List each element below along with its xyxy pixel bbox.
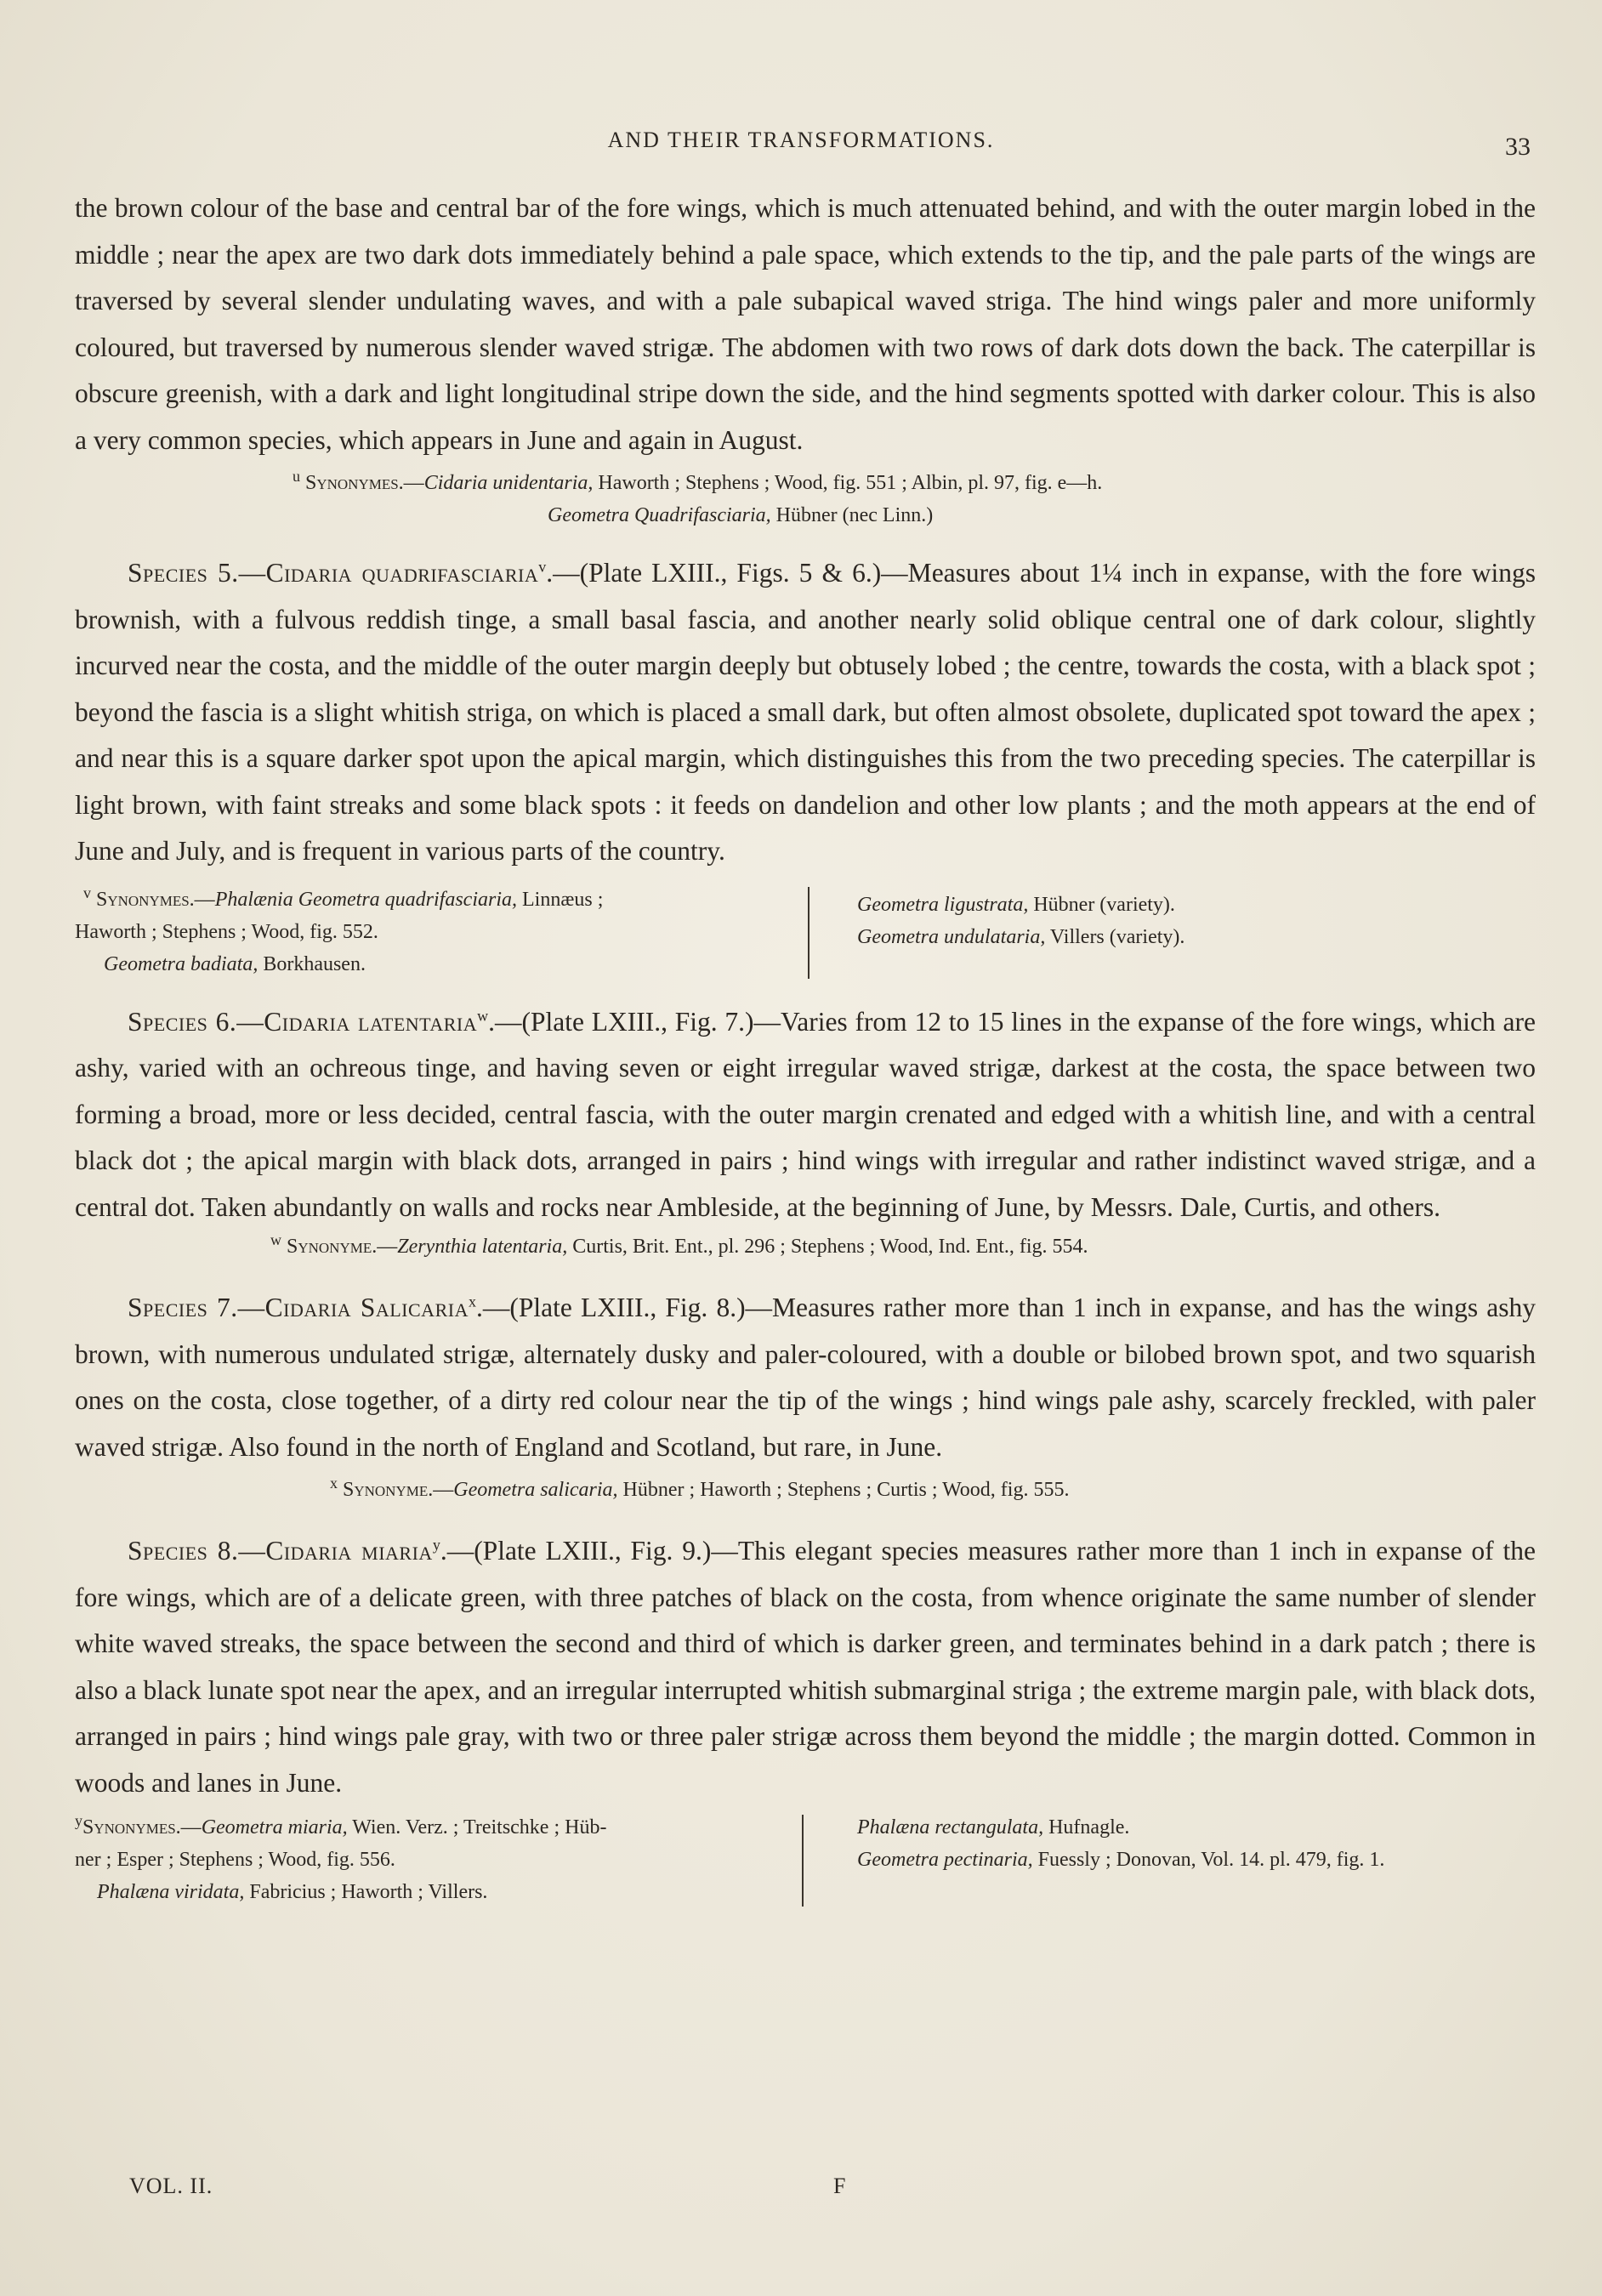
synonym-text: Haworth ; Stephens ; Wood, fig. 552. — [75, 920, 378, 943]
synonym-text: Hübner (variety). — [1028, 893, 1175, 916]
synonym-text: Wien. Verz. ; Treitschke ; Hüb- — [347, 1816, 607, 1839]
footnote-mark: y — [432, 1536, 440, 1554]
species-7-text: .—(Plate LXIII., Fig. 8.)—Measures rather more than 1 inch in expanse, and has the wings ashy brown, with numerous undulated strigæ, alternately dusky and paler-coloured, with a double or bilobed brown spot, and two squarish ones on the costa, close together, of a dirty red colour near the tip of the wings ; hind wings pale ashy, scarcely freckled, with paler waved strigæ. Also found in the north of England and Scotland, but rare, in June. — [75, 1293, 1536, 1462]
synonym-label: Synonyme.— — [287, 1236, 398, 1258]
page-body — [75, 185, 1536, 1908]
synonym-name: Geometra salicaria, — [453, 1479, 618, 1501]
footnote-mark: u — [293, 468, 300, 485]
footnote-mark: w — [270, 1231, 281, 1248]
page-number: 33 — [1505, 133, 1531, 161]
synonym-text: Hufnagle. — [1043, 1816, 1130, 1839]
synonym-text: Linnæus ; — [517, 888, 604, 911]
synonym-label: Synonymes.— — [82, 1816, 202, 1839]
synonym-name: Phalæna viridata, — [97, 1881, 245, 1903]
footnote-y — [75, 1811, 1536, 1908]
species-8-heading: Species 8.—Cidaria miaria — [128, 1536, 433, 1566]
footnote-mark: x — [468, 1293, 476, 1310]
species-6-heading: Species 6.—Cidaria latentaria — [128, 1006, 478, 1037]
footnote-mark: w — [477, 1007, 489, 1024]
column-divider — [802, 1815, 804, 1907]
synonym-name: Geometra miaria, — [201, 1816, 348, 1839]
species-5-heading: Species 5.—Cidaria quadrifasciaria — [128, 558, 539, 588]
species-5-paragraph — [75, 550, 1536, 875]
synonym-text: Curtis, Brit. Ent., pl. 296 ; Stephens ; Wood, Ind. Ent., fig. 554. — [567, 1236, 1088, 1258]
footnote-mark: v — [538, 558, 547, 576]
footnote-mark: y — [75, 1812, 82, 1829]
running-title: AND THEIR TRANSFORMATIONS. — [607, 128, 995, 152]
synonym-name: Geometra pectinaria, — [857, 1849, 1033, 1871]
footnote-u — [293, 467, 1536, 531]
synonym-name: Geometra Quadrifasciaria, — [548, 504, 771, 526]
synonym-name: Phalæna rectangulata, — [857, 1816, 1044, 1839]
synonym-text: ner ; Esper ; Stephens ; Wood, fig. 556. — [75, 1849, 395, 1871]
synonym-name: Geometra undulataria, — [857, 925, 1046, 948]
synonym-text: Hübner ; Haworth ; Stephens ; Curtis ; Wood, fig. 555. — [617, 1479, 1070, 1501]
synonym-text: Borkhausen. — [258, 952, 366, 975]
synonym-label: Synonymes.— — [305, 472, 424, 494]
paragraph-intro: the brown colour of the base and central bar of the fore wings, which is much attenuated behind, and with the outer margin lobed in the middle ; near the apex are two dark dots immediately behind a pale space, which extends to the tip, and the pale parts of the wings are traversed by several slender undulating waves, and with a pale subapical waved striga. The hind wings paler and more uniformly coloured, but traversed by numerous slender waved strigæ. The abdomen with two rows of dark dots down the back. The caterpillar is obscure greenish, with a dark and light longitudinal stripe down the side, and the hind segments spotted with darker colour. This is also a very common species, which appears in June and again in August. — [75, 193, 1536, 455]
synonym-name: Phalænia Geometra quadrifasciaria, — [214, 888, 518, 911]
synonym-text: Hübner (nec Linn.) — [770, 504, 934, 526]
species-7-heading: Species 7.—Cidaria Salicaria — [128, 1293, 469, 1322]
synonym-text: Fabricius ; Haworth ; Villers. — [244, 1881, 488, 1903]
column-divider — [808, 887, 810, 979]
synonym-name: Geometra ligustrata, — [857, 893, 1029, 916]
footnote-mark: x — [330, 1475, 338, 1492]
synonym-name: Geometra badiata, — [104, 952, 258, 975]
footnote-v — [75, 884, 1536, 980]
synonym-text: Haworth ; Stephens ; Wood, fig. 551 ; Albin, pl. 97, fig. e—h. — [593, 472, 1103, 494]
species-6-paragraph — [75, 999, 1536, 1231]
volume-label: VOL. II. — [129, 2174, 213, 2198]
species-8-text: .—(Plate LXIII., Fig. 9.)—This elegant species measures rather more than 1 inch in expanse of the fore wings, which are of a delicate green, with three patches of black on the costa, from whence originate the same number of slender white waved streaks, the space between the second and third of which is darker green, and terminates behind in a dark patch ; there is also a black lunate spot near the apex, and an irregular interrupted whitish submarginal striga ; the extreme margin pale, with black dots, arranged in pairs ; hind wings pale gray, with two or three paler strigæ across them beyond the middle ; the margin dotted. Common in woods and lanes in June. — [75, 1536, 1536, 1798]
synonym-text: Fuessly ; Donovan, Vol. 14. pl. 479, fig. 1. — [1032, 1849, 1385, 1871]
species-8-paragraph — [75, 1528, 1536, 1806]
species-6-text: .—(Plate LXIII., Fig. 7.)—Varies from 12 to 15 lines in the expanse of the fore wings, which are ashy, varied with an ochreous tinge, and having seven or eight irregular waved strigæ, darkest at the costa, the space between two forming a broad, more or less decided, central fascia, with the outer margin crenated and edged with a whitish line, and with a central black dot ; the apical margin with black dots, arranged in pairs ; hind wings with irregular and rather indistinct waved strigæ, and a central dot. Taken abundantly on walls and rocks near Ambleside, at the beginning of June, by Messrs. Dale, Curtis, and others. — [75, 1006, 1536, 1222]
species-5-text: .—(Plate LXIII., Figs. 5 & 6.)—Measures about 1¼ inch in expanse, with the fore wings brownish, with a fulvous reddish tinge, a small basal fascia, and another nearly solid oblique central one of dark colour, slightly incurved near the costa, and the middle of the outer margin deeply but obtusely lobed ; the centre, towards the costa, with a black spot ; beyond the fascia is a slight whitish striga, on which is placed a small dark, but often almost obsolete, duplicated spot toward the apex ; and near this is a square darker spot upon the apical margin, which distinguishes this from the two preceding species. The caterpillar is light brown, with faint streaks and some black spots : it feeds on dandelion and other low plants ; and the moth appears at the end of June and July, and is frequent in various parts of the country. — [75, 558, 1536, 866]
footnote-w — [270, 1230, 1536, 1263]
synonym-label: Synonymes.— — [96, 888, 215, 911]
synonym-name: Cidaria unidentaria, — [423, 472, 594, 494]
species-7-paragraph — [75, 1285, 1536, 1470]
footnote-mark: v — [83, 884, 91, 901]
synonym-name: Zerynthia latentaria, — [397, 1236, 568, 1258]
footnote-x — [330, 1474, 1536, 1506]
synonym-label: Synonyme.— — [343, 1479, 454, 1501]
signature-mark: F — [833, 2174, 847, 2198]
synonym-text: Villers (variety). — [1045, 925, 1185, 948]
